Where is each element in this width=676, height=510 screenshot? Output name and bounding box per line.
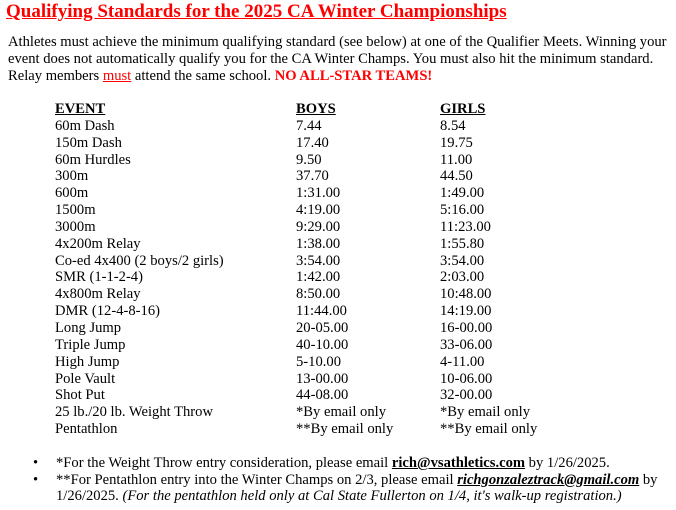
event-cell: 600m <box>55 185 89 202</box>
girls-standard-cell: 8.54 <box>440 117 466 134</box>
event-cell: 3000m <box>55 218 96 235</box>
header-girls: GIRLS <box>440 101 486 117</box>
bullet-icon: • <box>33 471 39 488</box>
notes-list <box>0 455 676 505</box>
boys-standard-cell: **By email only <box>296 421 394 438</box>
email-link-rich[interactable]: rich@vsathletics.com <box>391 455 526 471</box>
girls-standard-cell: 14:19.00 <box>440 303 492 320</box>
note-text-after: by 1/26/2025. <box>56 471 658 504</box>
event-cell: Shot Put <box>55 387 105 404</box>
girls-standard-cell: 32-00.00 <box>440 387 493 404</box>
boys-standard-cell: 1:42.00 <box>296 269 341 286</box>
note-pentathlon <box>0 472 676 505</box>
girls-standard-cell: 1:55.80 <box>440 235 485 252</box>
event-cell: Co-ed 4x400 (2 boys/2 girls) <box>55 252 224 269</box>
girls-standard-cell: 11:23.00 <box>440 218 491 235</box>
event-cell: 60m Hurdles <box>55 151 131 168</box>
boys-standard-cell: 20-05.00 <box>296 319 349 336</box>
girls-standard-cell: 1:49.00 <box>440 185 485 202</box>
event-cell: High Jump <box>55 353 120 370</box>
note-text-after: by 1/26/2025. <box>525 455 610 471</box>
girls-standard-cell: 4-11.00 <box>440 353 485 370</box>
boys-standard-cell: 37.70 <box>296 168 329 185</box>
girls-standard-cell: 16-00.00 <box>440 319 493 336</box>
boys-standard-cell: 44-08.00 <box>296 387 349 404</box>
event-cell: DMR (12-4-8-16) <box>55 303 160 320</box>
note-text: **For Pentathlon entry into the Winter Champs on 2/3, please email <box>56 471 458 488</box>
event-cell: SMR (1-1-2-4) <box>55 269 143 286</box>
intro-must-emphasis: must <box>102 68 132 84</box>
girls-standard-cell: 10:48.00 <box>440 286 492 303</box>
girls-standard-cell: 10-06.00 <box>440 370 493 387</box>
intro-paragraph <box>8 34 672 85</box>
boys-standard-cell: 5-10.00 <box>296 353 341 370</box>
pentathlon-walkup-note: (For the pentathlon held only at Cal State Fullerton on 1/4, it's walk-up registration.) <box>122 488 622 504</box>
girls-standard-cell: *By email only <box>440 404 530 421</box>
boys-standard-cell: 4:19.00 <box>296 202 341 219</box>
girls-standard-cell: 11.00 <box>440 151 473 168</box>
note-weight-throw <box>0 455 676 472</box>
girls-standard-cell: 2:03.00 <box>440 269 485 286</box>
girls-standard-cell: **By email only <box>440 421 538 438</box>
boys-standard-cell: *By email only <box>296 404 386 421</box>
event-cell: 4x800m Relay <box>55 286 141 303</box>
event-cell: Triple Jump <box>55 336 126 353</box>
boys-standard-cell: 13-00.00 <box>296 370 349 387</box>
header-boys: BOYS <box>296 101 336 117</box>
event-cell: 4x200m Relay <box>55 235 141 252</box>
intro-text-part1: Athletes must achieve the minimum qualifying standard (see below) at one of the Qualifier Meets. Winning your event does not automatically qualify you for the CA Winter Champs. You must also hit the minimum standard. Relay members <box>8 34 667 84</box>
event-cell: 150m Dash <box>55 134 122 151</box>
header-event: EVENT <box>55 101 106 117</box>
page-title: Qualifying Standards for the 2025 CA Winter Championships <box>6 1 507 22</box>
event-cell: Pentathlon <box>55 421 118 438</box>
event-cell: 1500m <box>55 202 96 219</box>
boys-standard-cell: 17.40 <box>296 134 329 151</box>
girls-standard-cell: 33-06.00 <box>440 336 493 353</box>
boys-standard-cell: 9:29.00 <box>296 218 341 235</box>
boys-standard-cell: 8:50.00 <box>296 286 341 303</box>
boys-standard-cell: 3:54.00 <box>296 252 341 269</box>
boys-standard-cell: 40-10.00 <box>296 336 349 353</box>
note-text: *For the Weight Throw entry consideration, please email <box>56 455 392 471</box>
bullet-icon: • <box>33 455 39 471</box>
girls-standard-cell: 44.50 <box>440 168 473 185</box>
event-cell: 25 lb./20 lb. Weight Throw <box>55 404 214 421</box>
event-cell: Long Jump <box>55 319 122 336</box>
boys-standard-cell: 11:44.00 <box>296 303 347 320</box>
email-link-richgonzalez[interactable]: richgonzaleztrack@gmail.com <box>457 471 640 488</box>
no-all-star-warning: NO ALL-STAR TEAMS! <box>274 68 433 84</box>
boys-standard-cell: 1:31.00 <box>296 185 341 202</box>
boys-standard-cell: 9.50 <box>296 151 322 168</box>
girls-standard-cell: 5:16.00 <box>440 202 485 219</box>
event-cell: Pole Vault <box>55 370 116 387</box>
event-cell: 300m <box>55 168 89 185</box>
boys-standard-cell: 1:38.00 <box>296 235 341 252</box>
boys-standard-cell: 7.44 <box>296 117 322 134</box>
girls-standard-cell: 3:54.00 <box>440 252 485 269</box>
girls-standard-cell: 19.75 <box>440 134 473 151</box>
intro-text-part2: attend the same school. <box>131 68 275 84</box>
event-cell: 60m Dash <box>55 117 115 134</box>
